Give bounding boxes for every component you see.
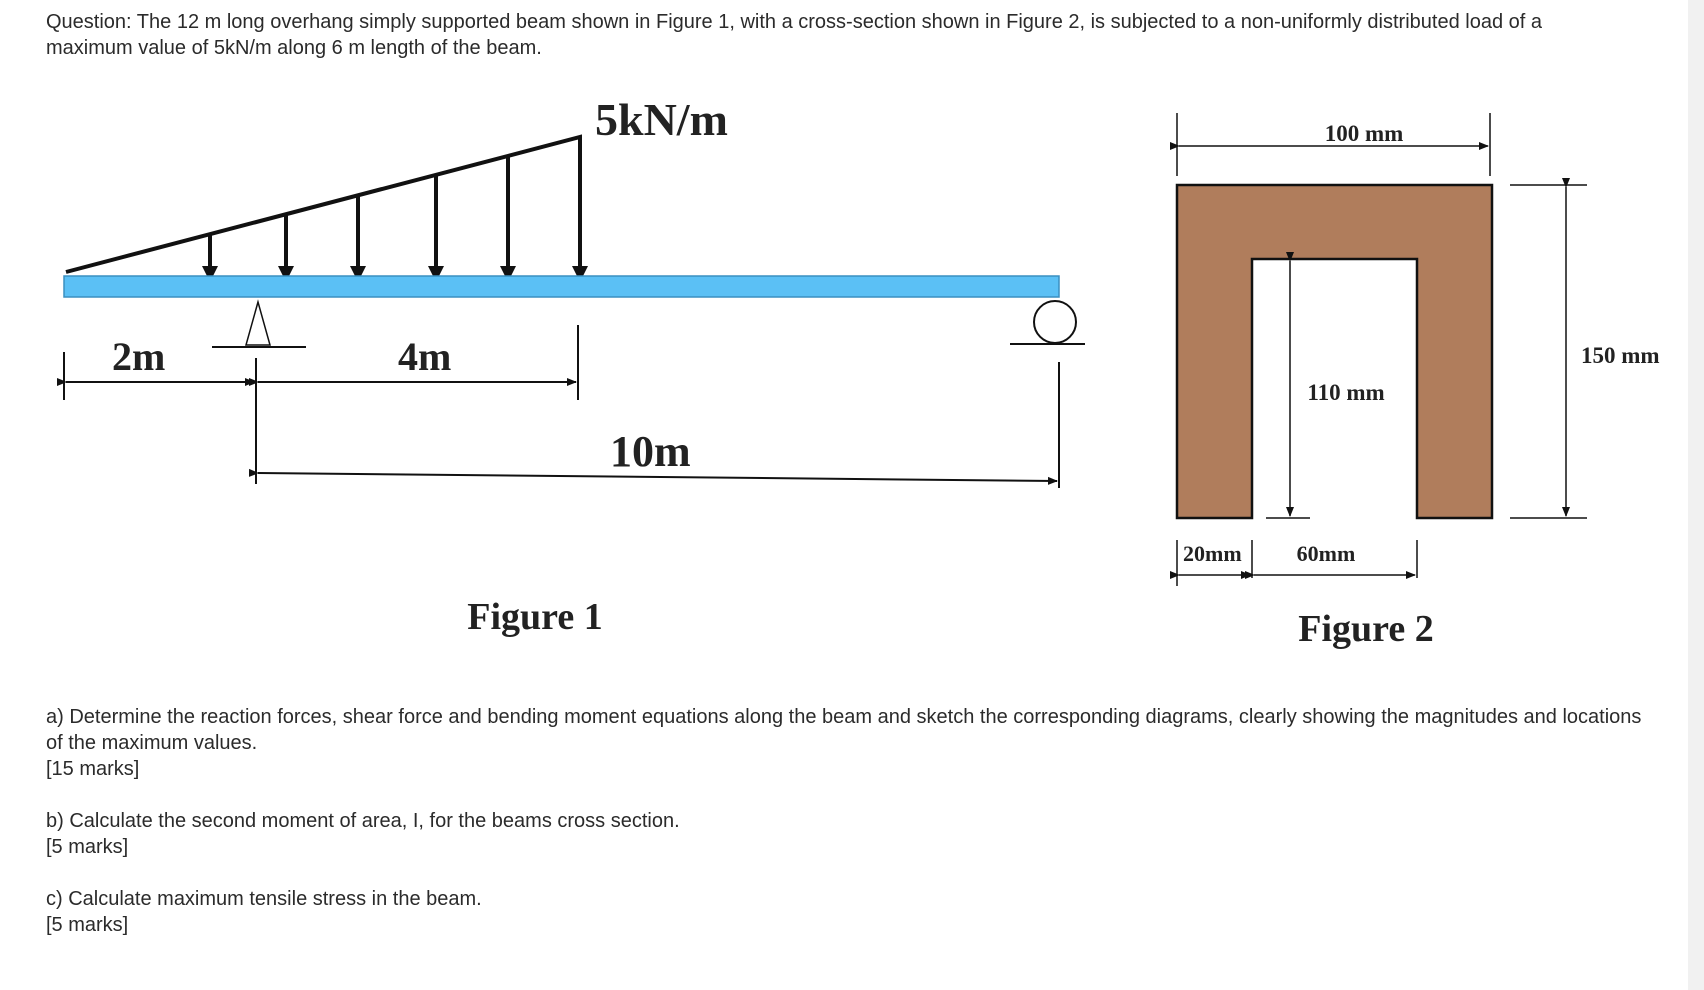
dim-4m-label: 4m (398, 334, 452, 379)
beam (64, 276, 1059, 297)
dim-20mm-label: 20mm (1183, 541, 1242, 566)
part-b-text: b) Calculate the second moment of area, I, for the beams cross section. (46, 810, 680, 832)
part-a-text: a) Determine the reaction forces, shear force and bending moment equations along the beam and sketch the corresponding diagrams, clearly showing the magnitudes and locations of the maximum values. (46, 706, 1642, 754)
figure-2 (1177, 113, 1660, 650)
dim-100mm-label: 100 mm (1324, 121, 1404, 146)
part-b-marks: [5 marks] (46, 836, 129, 858)
figure-1 (64, 94, 1085, 638)
question-text: Question: The 12 m long overhang simply supported beam shown in Figure 1, with a cross-section shown in Figure 2, is subjected to a non-uniformly distributed load of a maximum value of 5kN/m along 6 m length of the beam. (46, 11, 1542, 59)
roller-support (1010, 301, 1085, 344)
part-c-marks: [5 marks] (46, 914, 129, 936)
pin-support (212, 302, 306, 347)
dim-2m-label: 2m (112, 334, 166, 379)
figure-1-caption: Figure 1 (467, 596, 603, 638)
part-a-marks: [15 marks] (46, 758, 140, 780)
cross-section (1177, 185, 1492, 518)
dim-60mm-label: 60mm (1296, 541, 1356, 566)
load-label: 5kN/m (595, 94, 728, 145)
dim-110mm-label: 110 mm (1307, 380, 1385, 405)
distributed-load-outline (66, 137, 580, 272)
load-arrows (210, 137, 580, 268)
figure-2-caption: Figure 2 (1298, 608, 1434, 650)
dim-150mm-label: 150 mm (1581, 343, 1660, 368)
part-c-text: c) Calculate maximum tensile stress in the beam. (46, 888, 482, 910)
dim-10m-label: 10m (610, 427, 691, 476)
